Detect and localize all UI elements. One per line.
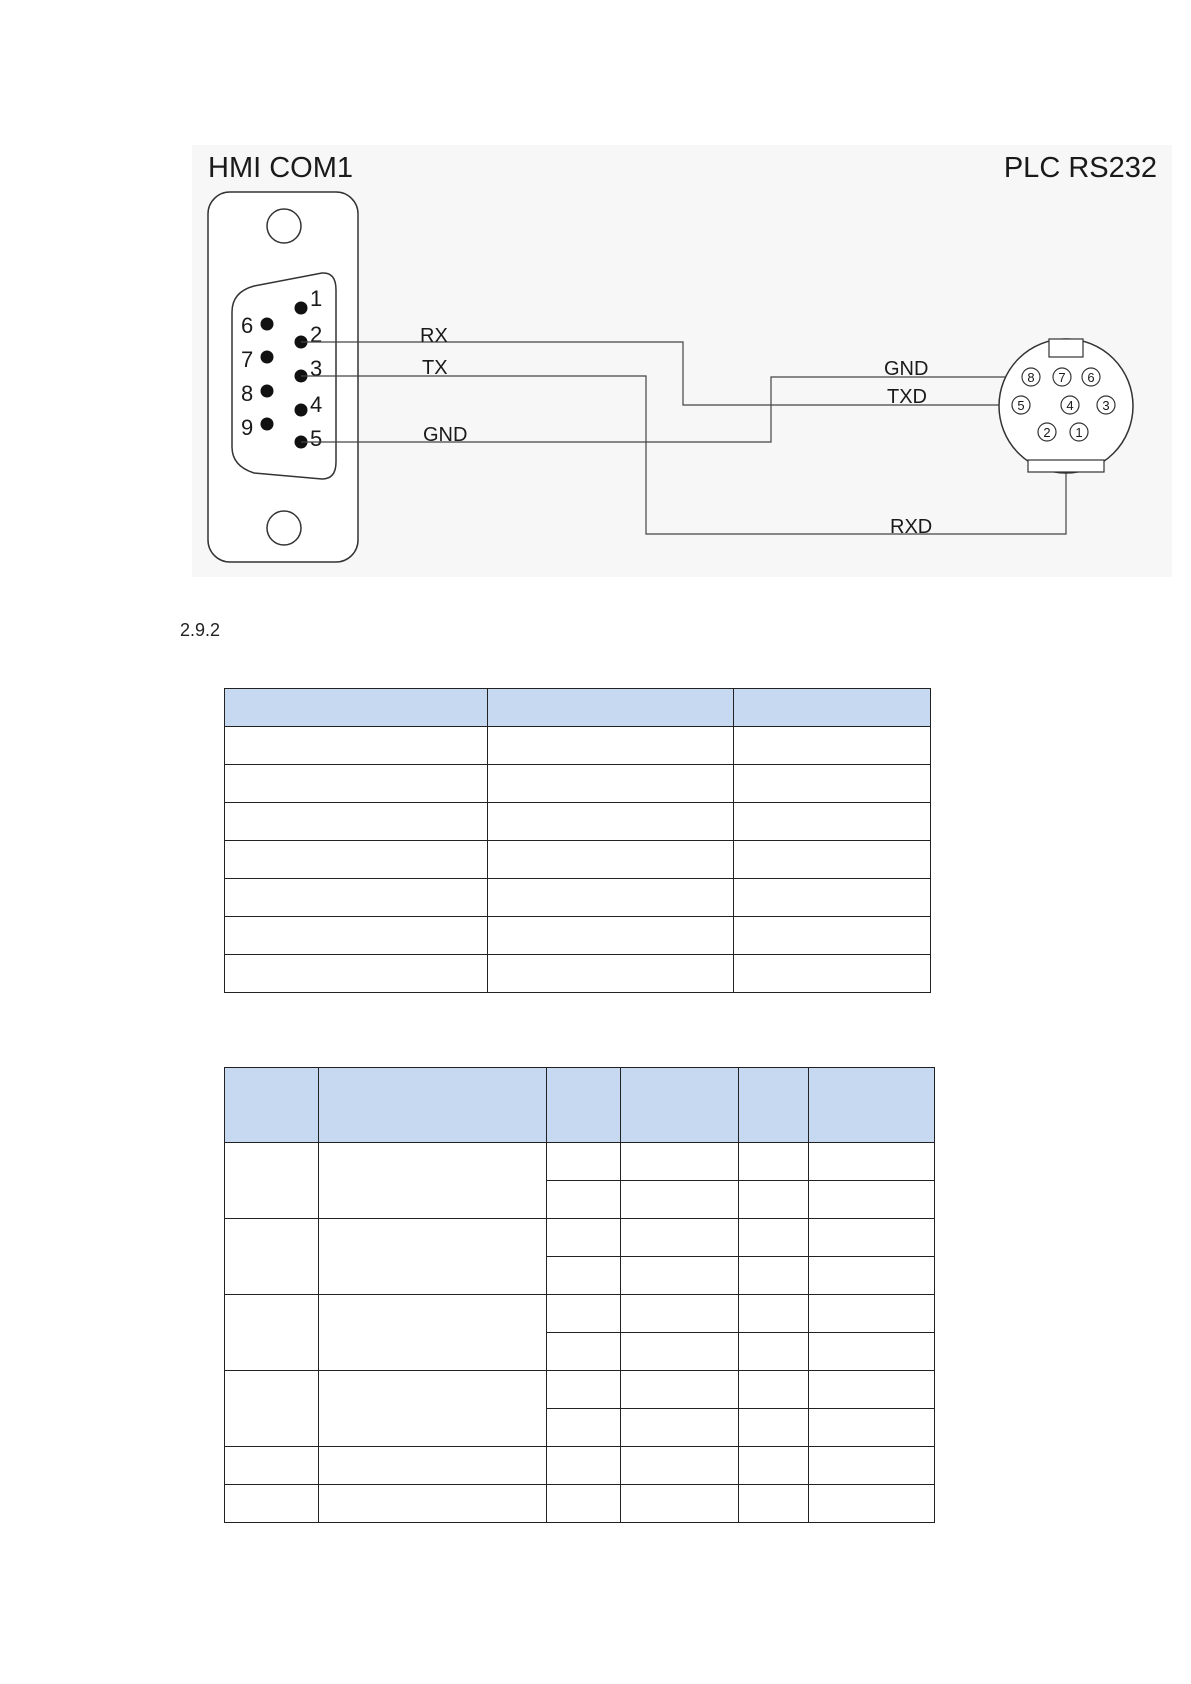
table-row [225, 1485, 935, 1523]
db9-pin-3-label: 3 [310, 356, 323, 381]
db9-pin-1-label: 1 [310, 286, 323, 311]
table-row [225, 1447, 935, 1485]
plc-rs232-title: PLC RS232 [1003, 152, 1157, 184]
db9-pin-7-dot [261, 351, 274, 364]
wire-label-gnd-left: GND [423, 424, 468, 446]
table-row [225, 955, 931, 993]
db9-connector [208, 192, 358, 562]
db9-pin-9-dot [261, 418, 274, 431]
section-number: 2.9.2 [180, 620, 221, 640]
minidin-pin-8-label: 8 [1027, 370, 1035, 385]
minidin-pin-3-label: 3 [1102, 398, 1110, 413]
settings-table [224, 688, 931, 993]
db9-pin-8-dot [261, 385, 274, 398]
minidin-pin-2-label: 2 [1043, 425, 1051, 440]
table-row [225, 765, 931, 803]
minidin-connector [999, 339, 1133, 473]
table-row [225, 879, 931, 917]
minidin-pin-6-label: 6 [1087, 370, 1095, 385]
wire-label-tx: TX [422, 357, 448, 379]
table-row [225, 803, 931, 841]
table-row [225, 1219, 935, 1257]
db9-pin-8-label: 8 [241, 381, 254, 406]
mount-hole-top [267, 209, 301, 243]
db9-pin-1-dot [295, 302, 308, 315]
table-header-row [225, 1068, 935, 1143]
db9-pin-7-label: 7 [241, 347, 254, 372]
table-row [225, 727, 931, 765]
address-table [224, 1067, 935, 1523]
minidin-pin-1-label: 1 [1075, 425, 1083, 440]
db9-pin-6-dot [261, 318, 274, 331]
wire-label-gnd-right: GND [884, 358, 929, 380]
minidin-bottom-key [1028, 460, 1104, 472]
table-row [225, 917, 931, 955]
hmi-com1-title: HMI COM1 [208, 152, 353, 184]
db9-pin-4-dot [295, 404, 308, 417]
db9-pin-9-label: 9 [241, 415, 254, 440]
db9-pin-4-label: 4 [310, 392, 323, 417]
table-row [225, 1143, 935, 1181]
minidin-pin-4-label: 4 [1066, 398, 1074, 413]
minidin-key [1049, 339, 1083, 357]
mount-hole-bottom [267, 511, 301, 545]
db9-pin-5-label: 5 [310, 426, 323, 451]
wire-label-rxd: RXD [890, 516, 933, 538]
minidin-pin-7-label: 7 [1058, 370, 1066, 385]
minidin-pin-5-label: 5 [1017, 398, 1025, 413]
table-row [225, 841, 931, 879]
wire-label-txd: TXD [887, 386, 927, 408]
db9-pin-2-label: 2 [310, 322, 323, 347]
table-row [225, 1371, 935, 1409]
table-row [225, 1295, 935, 1333]
wiring-diagram [0, 0, 1191, 600]
wire-label-rx: RX [420, 325, 448, 347]
table-header-row [225, 689, 931, 727]
db9-pin-6-label: 6 [241, 313, 254, 338]
